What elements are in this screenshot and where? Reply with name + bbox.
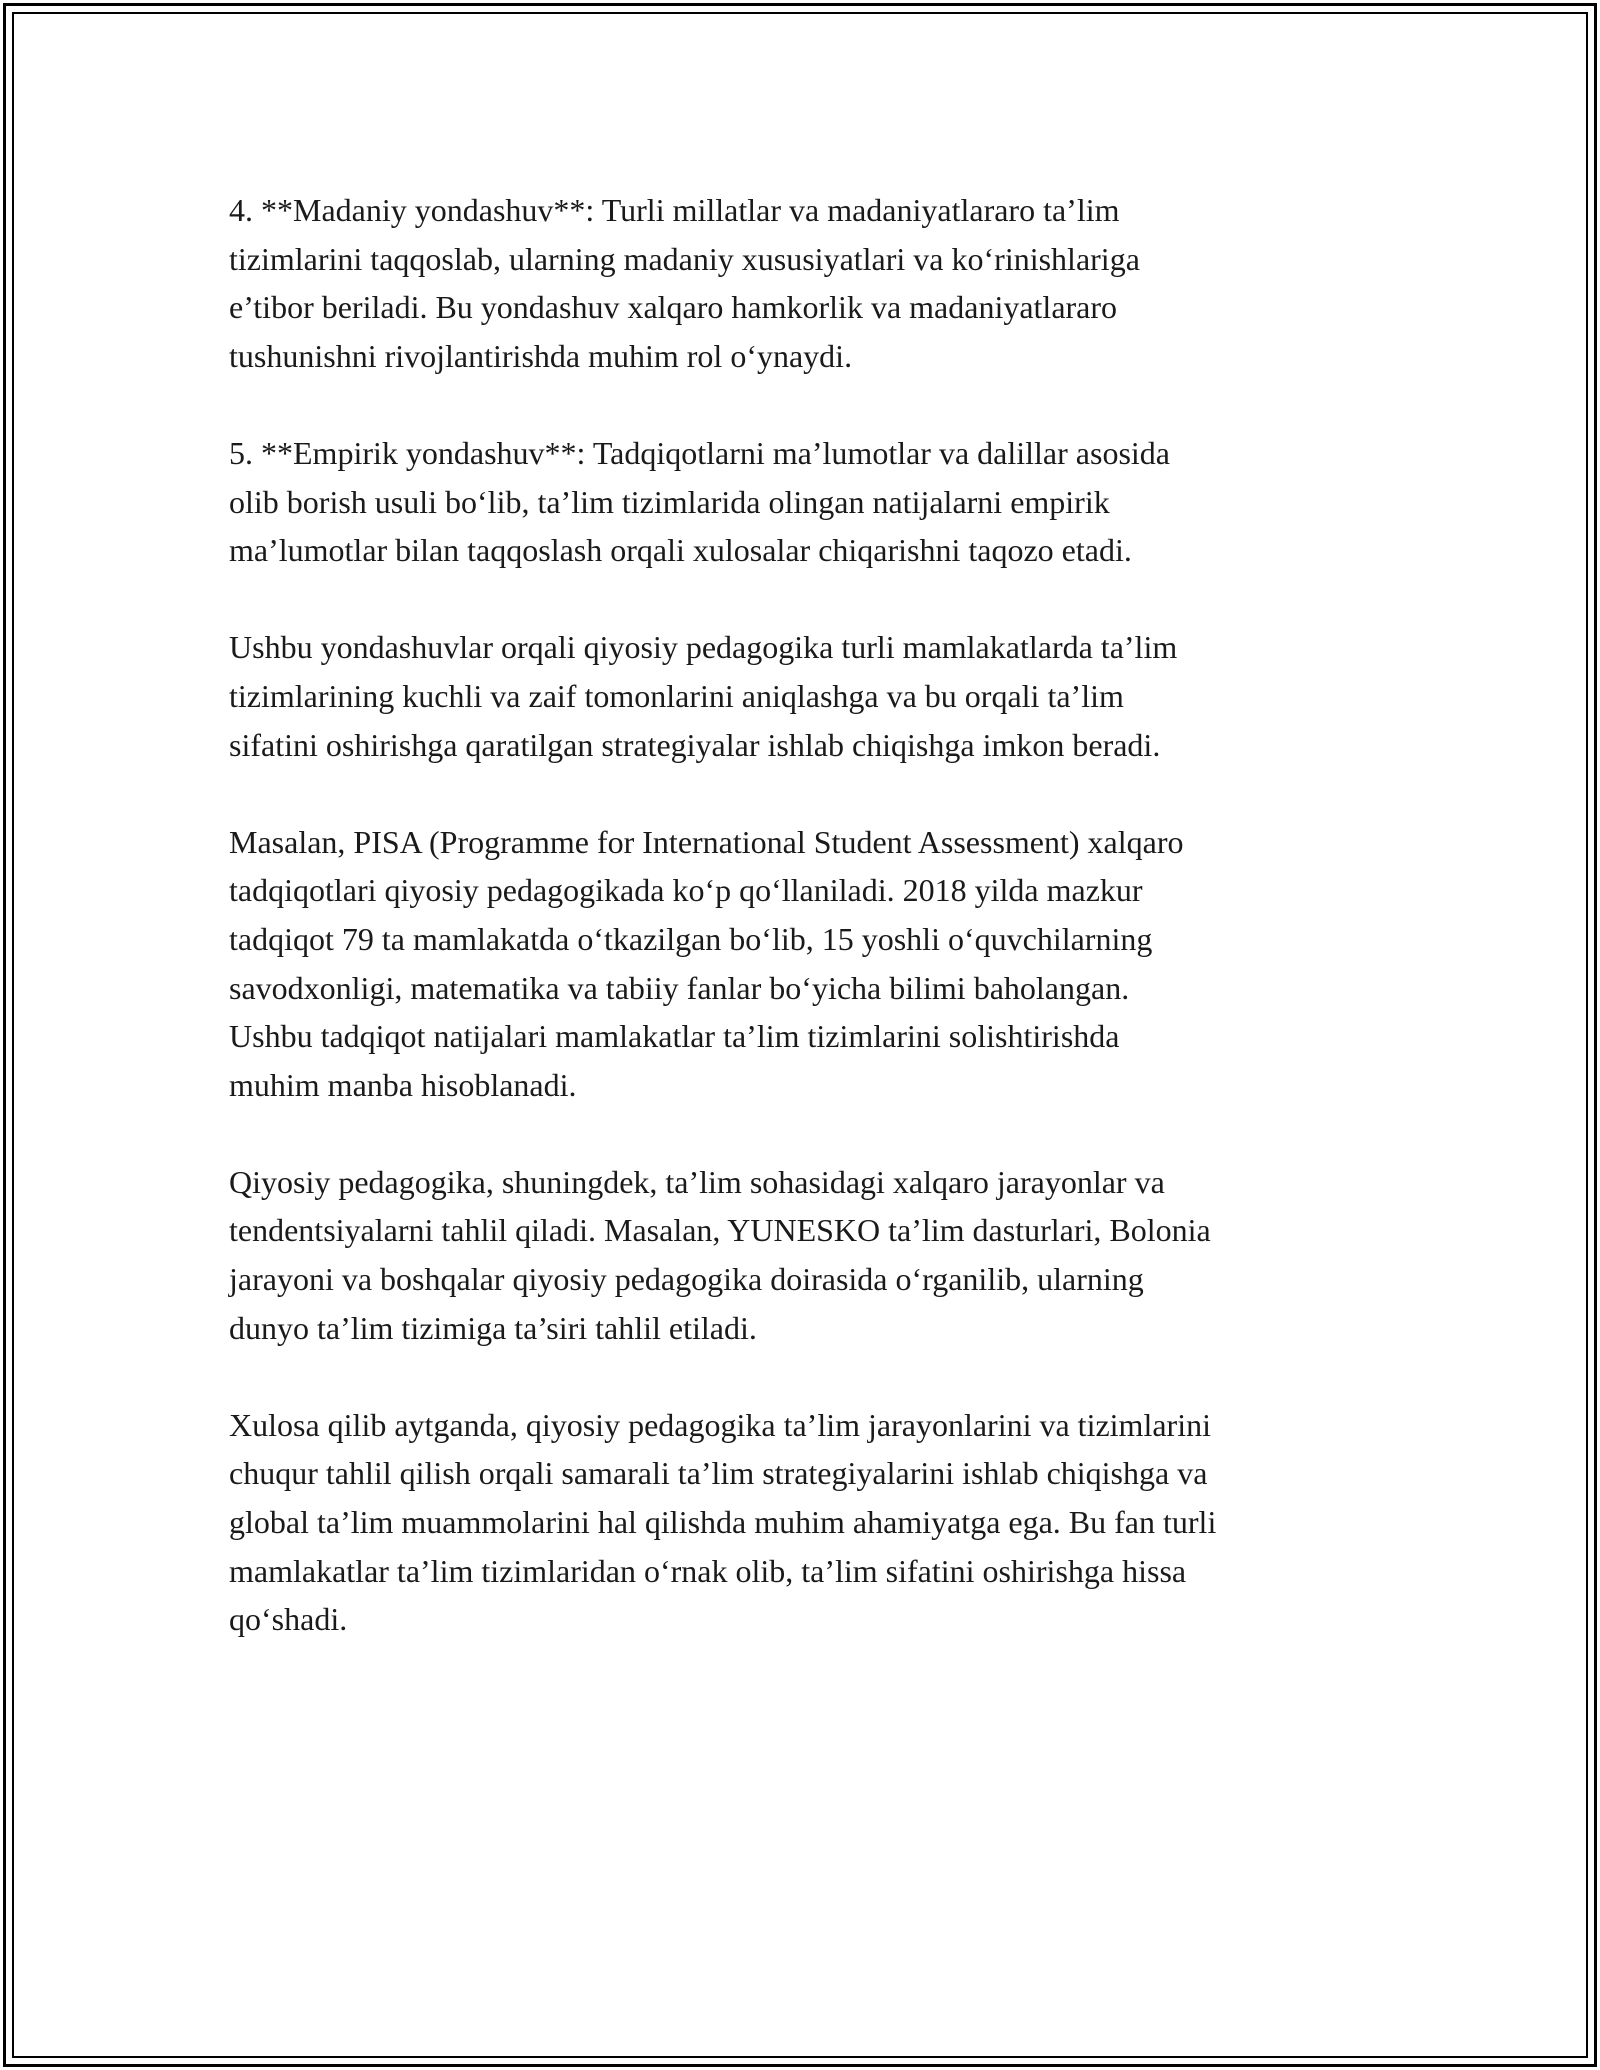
text-line: global ta’lim muammolarini hal qilishda muhim ahamiyatga ega. Bu fan turli bbox=[229, 1504, 1217, 1541]
text-line: e’tibor beriladi. Bu yondashuv xalqaro hamkorlik va madaniyatlararo bbox=[229, 289, 1118, 326]
text-line: jarayoni va boshqalar qiyosiy pedagogika doirasida o‘rganilib, ularning bbox=[229, 1261, 1144, 1298]
text-line: Masalan, PISA (Programme for International Student Assessment) xalqaro bbox=[229, 823, 1184, 860]
text-line: tadqiqot 79 ta mamlakatda o‘tkazilgan bo‘lib, 15 yoshli o‘quvchilarning bbox=[229, 920, 1153, 957]
text-line: tizimlarini taqqoslab, ularning madaniy xususiyatlari va ko‘rinishlariga bbox=[229, 240, 1140, 277]
text-line: chuqur tahlil qilish orqali samarali ta’lim strategiyalarini ishlab chiqishga va bbox=[229, 1455, 1208, 1492]
paragraph-pisa bbox=[229, 818, 1389, 1110]
paragraph-madaniy-yondashuv bbox=[229, 186, 1389, 380]
text-line: muhim manba hisoblanadi. bbox=[229, 1066, 577, 1103]
text-line: tendentsiyalarni tahlil qiladi. Masalan, YUNESKO ta’lim dasturlari, Bolonia bbox=[229, 1212, 1211, 1249]
text-line: dunyo ta’lim tizimiga ta’siri tahlil etiladi. bbox=[229, 1309, 757, 1346]
text-line: Ushbu yondashuvlar orqali qiyosiy pedagogika turli mamlakatlarda ta’lim bbox=[229, 629, 1178, 666]
text-line: mamlakatlar ta’lim tizimlaridan o‘rnak olib, ta’lim sifatini oshirishga hissa bbox=[229, 1552, 1187, 1589]
text-line: Xulosa qilib aytganda, qiyosiy pedagogika ta’lim jarayonlarini va tizimlarini bbox=[229, 1406, 1211, 1443]
text-line: Qiyosiy pedagogika, shuningdek, ta’lim sohasidagi xalqaro jarayonlar va bbox=[229, 1163, 1165, 1200]
text-line: qo‘shadi. bbox=[229, 1601, 348, 1638]
text-line: ma’lumotlar bilan taqqoslash orqali xulosalar chiqarishni taqozo etadi. bbox=[229, 532, 1132, 569]
text-line: tizimlarining kuchli va zaif tomonlarini aniqlashga va bu orqali ta’lim bbox=[229, 677, 1124, 714]
text-line: 5. **Empirik yondashuv**: Tadqiqotlarni ma’lumotlar va dalillar asosida bbox=[229, 434, 1170, 471]
text-line: tadqiqotlari qiyosiy pedagogikada ko‘p qo‘llaniladi. 2018 yilda mazkur bbox=[229, 872, 1143, 909]
text-line: sifatini oshirishga qaratilgan strategiyalar ishlab chiqishga imkon beradi. bbox=[229, 726, 1161, 763]
text-line: tushunishni rivojlantirishda muhim rol o‘ynaydi. bbox=[229, 337, 853, 374]
paragraph-xalqaro-jarayonlar bbox=[229, 1158, 1389, 1352]
text-line: savodxonligi, matematika va tabiiy fanlar bo‘yicha bilimi baholangan. bbox=[229, 969, 1130, 1006]
paragraph-empirik-yondashuv bbox=[229, 429, 1389, 575]
paragraph-yondashuvlar bbox=[229, 623, 1389, 769]
text-line: Ushbu tadqiqot natijalari mamlakatlar ta’lim tizimlarini solishtirishda bbox=[229, 1018, 1120, 1055]
document-body bbox=[229, 186, 1389, 1692]
text-line: olib borish usuli bo‘lib, ta’lim tizimlarida olingan natijalarni empirik bbox=[229, 483, 1110, 520]
paragraph-xulosa bbox=[229, 1401, 1389, 1644]
text-line: 4. **Madaniy yondashuv**: Turli millatlar va madaniyatlararo ta’lim bbox=[229, 192, 1120, 228]
